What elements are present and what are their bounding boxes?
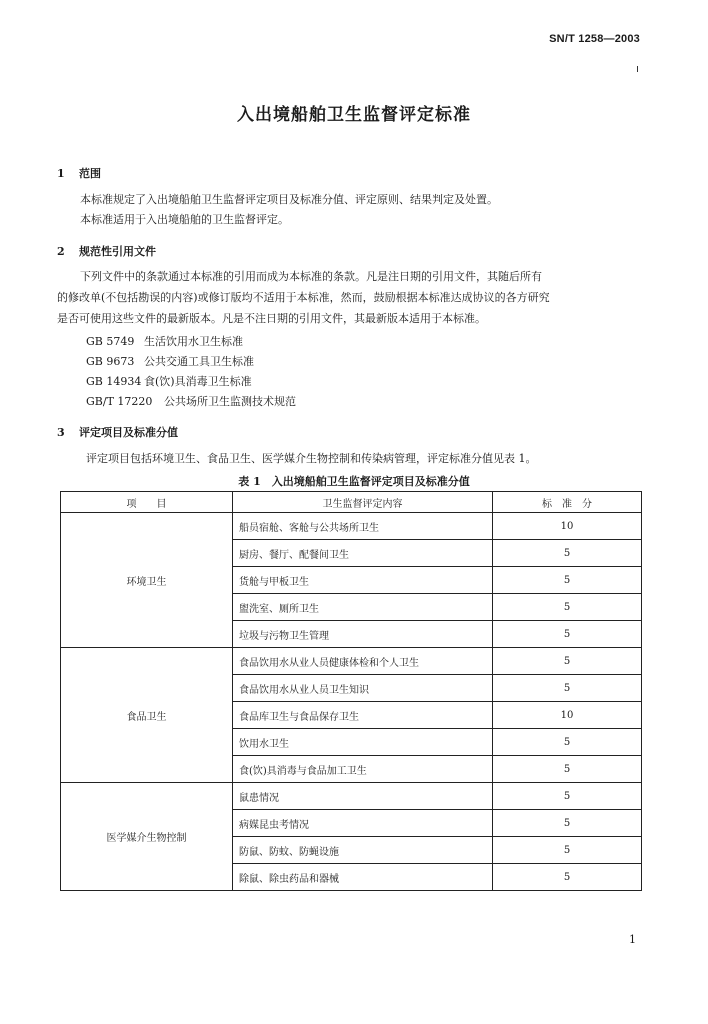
- margin-mark: [637, 66, 638, 72]
- content-cell: 食品饮用水从业人员健康体检和个人卫生: [233, 648, 493, 675]
- section-number: 3: [57, 426, 65, 439]
- content-cell: 食(饮)具消毒与食品加工卫生: [233, 756, 493, 783]
- score-cell: 10: [493, 702, 642, 729]
- content-cell: 病媒昆虫考情况: [233, 810, 493, 837]
- section-1-line-2: 本标准适用于入出境船舶的卫生监督评定。: [80, 213, 289, 226]
- reference-name: 生活饮用水卫生标准: [144, 335, 243, 348]
- section-1-heading: [57, 165, 101, 181]
- section-2-line-2: 的修改单(不包括勘误的内容)或修订版均不适用于本标准，然而，鼓励根据本标准达成协议的各方研究: [57, 291, 550, 304]
- content-cell: 食品库卫生与食品保存卫生: [233, 702, 493, 729]
- score-cell: 5: [493, 864, 642, 891]
- content-cell: 食品饮用水从业人员卫生知识: [233, 675, 493, 702]
- score-cell: 5: [493, 648, 642, 675]
- content-cell: 除鼠、除虫药品和器械: [233, 864, 493, 891]
- score-cell: 5: [493, 621, 642, 648]
- reference-code: GB 14934: [86, 375, 142, 388]
- table-header-row: [61, 492, 642, 513]
- table-row: [61, 513, 642, 540]
- header-content: 卫生监督评定内容: [233, 492, 493, 513]
- section-title: 范围: [79, 167, 101, 180]
- score-cell: 5: [493, 810, 642, 837]
- section-title: 评定项目及标准分值: [79, 426, 178, 439]
- standard-number: SN/T 1258—2003: [549, 33, 640, 45]
- section-title: 规范性引用文件: [79, 245, 156, 258]
- reference-item: [86, 393, 296, 409]
- score-cell: 5: [493, 675, 642, 702]
- score-cell: 10: [493, 513, 642, 540]
- content-cell: 防鼠、防蚊、防蝇设施: [233, 837, 493, 864]
- score-cell: 5: [493, 756, 642, 783]
- section-number: 2: [57, 245, 65, 258]
- content-cell: 鼠患情况: [233, 783, 493, 810]
- score-cell: 5: [493, 729, 642, 756]
- section-3-line: 评定项目包括环境卫生、食品卫生、医学媒介生物控制和传染病管理，评定标准分值见表 1。: [86, 452, 537, 465]
- content-cell: 垃圾与污物卫生管理: [233, 621, 493, 648]
- header-item: 项 目: [61, 492, 233, 513]
- section-2-heading: [57, 243, 156, 259]
- reference-code: GB 9673: [86, 355, 135, 368]
- content-cell: 船员宿舱、客舱与公共场所卫生: [233, 513, 493, 540]
- reference-item: [86, 353, 254, 369]
- document-title: 入出境船舶卫生监督评定标准: [237, 105, 471, 125]
- score-cell: 5: [493, 594, 642, 621]
- section-3-heading: [57, 424, 178, 440]
- section-2-line-1: 下列文件中的条款通过本标准的引用而成为本标准的条款。凡是注日期的引用文件，其随后所有: [80, 270, 542, 283]
- table-row: [61, 648, 642, 675]
- score-cell: 5: [493, 837, 642, 864]
- score-cell: 5: [493, 783, 642, 810]
- reference-name: 公共场所卫生监测技术规范: [164, 395, 296, 408]
- group-food: 食品卫生: [61, 648, 233, 783]
- score-cell: 5: [493, 567, 642, 594]
- reference-code: GB 5749: [86, 335, 135, 348]
- reference-name: 食(饮)具消毒卫生标准: [144, 375, 252, 388]
- content-cell: 货舱与甲板卫生: [233, 567, 493, 594]
- content-cell: 厨房、餐厅、配餐间卫生: [233, 540, 493, 567]
- table-row: [61, 783, 642, 810]
- content-cell: 盥洗室、厕所卫生: [233, 594, 493, 621]
- section-2-line-3: 是否可使用这些文件的最新版本。凡是不注日期的引用文件，其最新版本适用于本标准。: [57, 312, 486, 325]
- section-1-line-1: 本标准规定了入出境船舶卫生监督评定项目及标准分值、评定原则、结果判定及处置。: [80, 193, 498, 206]
- group-vector-control: 医学媒介生物控制: [61, 783, 233, 891]
- content-cell: 饮用水卫生: [233, 729, 493, 756]
- reference-name: 公共交通工具卫生标准: [144, 355, 254, 368]
- table-caption: 表 1 入出境船舶卫生监督评定项目及标准分值: [238, 475, 470, 488]
- section-number: 1: [57, 167, 65, 180]
- group-environment: 环境卫生: [61, 513, 233, 648]
- score-cell: 5: [493, 540, 642, 567]
- evaluation-table: [60, 491, 642, 891]
- reference-item: [86, 373, 252, 389]
- header-score: 标 准 分: [493, 492, 642, 513]
- reference-item: [86, 333, 243, 349]
- page-number: 1: [629, 933, 636, 946]
- reference-code: GB/T 17220: [86, 395, 153, 408]
